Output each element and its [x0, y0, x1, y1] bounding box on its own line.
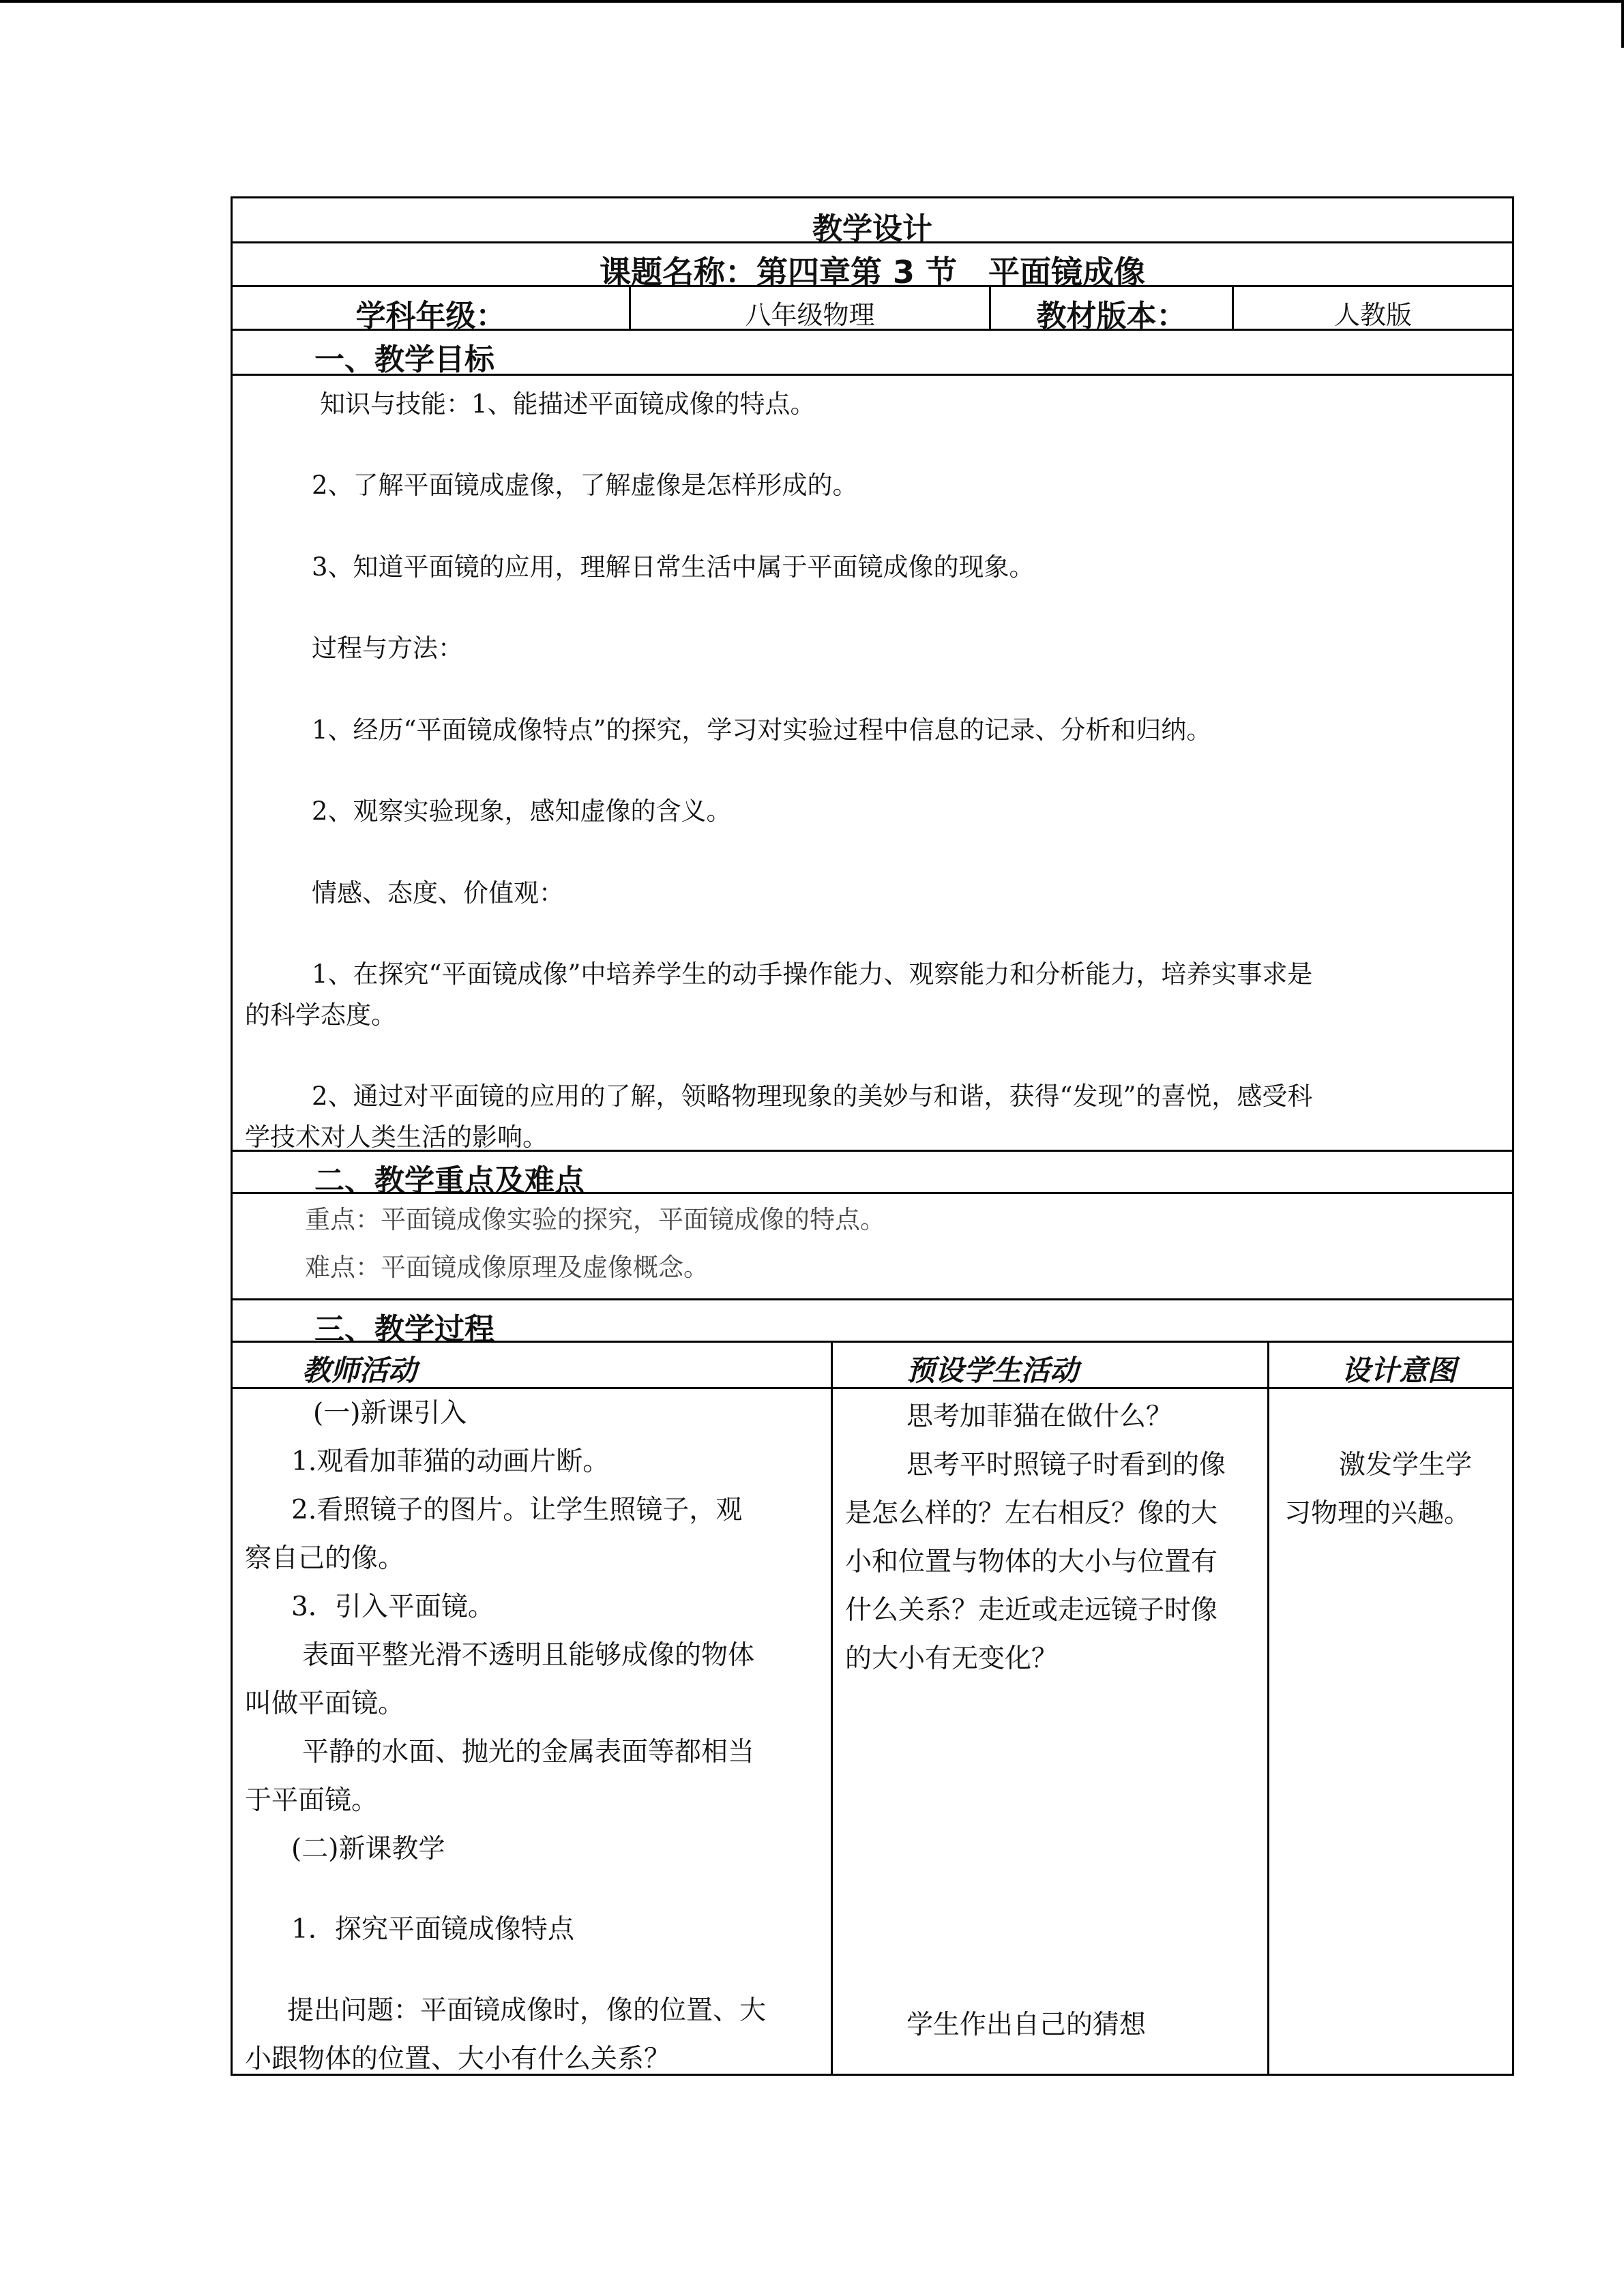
section2-heading: 二、教学重点及难点 [314, 1163, 585, 1198]
section3-heading-row [231, 1298, 1514, 1347]
subject-grade-label: 学科年级： [355, 299, 506, 333]
objective-line: 知识与技能：1、能描述平面镜成像的特点。 [320, 389, 816, 419]
teacher-line: (一)新课引入 [313, 1398, 467, 1429]
teacher-line: 1．探究平面镜成像特点 [291, 1914, 574, 1945]
objective-line: 的科学态度。 [245, 1000, 396, 1030]
teacher-column-header: 教师活动 [302, 1354, 417, 1387]
section3-heading: 三、教学过程 [314, 1312, 494, 1347]
student-activity-cell [833, 1389, 1269, 2074]
page-top-rule [0, 0, 1624, 3]
subject-grade-label-cell [233, 287, 631, 333]
section1-heading: 一、教学目标 [314, 342, 494, 377]
teacher-activity-cell [233, 1389, 833, 2074]
student-line: 学生作出自己的猜想 [906, 2010, 1147, 2040]
page-right-rule [1621, 0, 1624, 48]
student-line: 什么关系？走近或走远镜子时像 [845, 1595, 1218, 1626]
student-line: 思考加菲猫在做什么？ [906, 1401, 1173, 1432]
student-column-header: 预设学生活动 [906, 1354, 1079, 1387]
lesson-name-row [231, 241, 1514, 290]
student-line: 的大小有无变化？ [845, 1643, 1059, 1674]
teacher-line: 3．引入平面镜。 [291, 1592, 494, 1622]
student-column-header-cell [833, 1343, 1269, 1387]
student-line: 小和位置与物体的大小与位置有 [845, 1547, 1218, 1577]
key-point-text: 重点：平面镜成像实验的探究，平面镜成像的特点。 [305, 1205, 885, 1234]
teacher-line: 平静的水面、抛光的金属表面等都相当 [302, 1737, 755, 1768]
subject-grade-value-cell [631, 287, 991, 329]
section1-heading-row [231, 329, 1514, 377]
teacher-line: 叫做平面镜。 [245, 1688, 405, 1719]
objective-line: 2、观察实验现象，感知虚像的含义。 [312, 796, 732, 826]
objective-line: 1、经历“平面镜成像特点”的探究，学习对实验过程中信息的记录、分析和归纳。 [312, 715, 1212, 745]
objective-line: 情感、态度、价值观： [312, 878, 564, 908]
section2-body [231, 1192, 1514, 1298]
teacher-line: 提出问题：平面镜成像时，像的位置、大 [287, 1995, 767, 2026]
intent-column-header-cell [1269, 1343, 1512, 1387]
subject-grade-value: 八年级物理 [745, 300, 875, 330]
teacher-line: 于平面镜。 [245, 1785, 379, 1816]
lesson-name: 课题名称：第四章第 3 节 平面镜成像 [599, 254, 1146, 290]
textbook-label: 教材版本： [1036, 299, 1187, 333]
teacher-line: 察自己的像。 [245, 1543, 405, 1574]
teacher-column-header-cell [233, 1343, 833, 1387]
teacher-line: (二)新课教学 [291, 1834, 445, 1864]
objective-line: 学技术对人类生活的影响。 [245, 1122, 548, 1152]
teacher-line: 2.看照镜子的图片。让学生照镜子，观 [291, 1495, 743, 1525]
objective-line: 2、通过对平面镜的应用的了解，领略物理现象的美妙与和谐，获得“发现”的喜悦，感受科 [312, 1082, 1313, 1111]
section1-body [231, 374, 1514, 1150]
intent-line: 激发学生学 [1339, 1450, 1473, 1480]
section2-heading-row [231, 1150, 1514, 1198]
intent-line: 习物理的兴趣。 [1284, 1498, 1471, 1529]
objective-line: 3、知道平面镜的应用，理解日常生活中属于平面镜成像的现象。 [312, 552, 1035, 582]
objective-line: 过程与方法： [312, 633, 463, 663]
teacher-line: 小跟物体的位置、大小有什么关系？ [245, 2044, 671, 2074]
info-row [231, 285, 1514, 333]
process-body-row [231, 1387, 1514, 2076]
student-line: 思考平时照镜子时看到的像 [906, 1450, 1226, 1480]
document-title: 教学设计 [812, 211, 932, 246]
teacher-line: 表面平整光滑不透明且能够成像的物体 [302, 1640, 755, 1671]
textbook-value-cell [1234, 287, 1512, 329]
textbook-label-cell [991, 287, 1234, 333]
objective-line: 1、在探究“平面镜成像”中培养学生的动手操作能力、观察能力和分析能力，培养实事求是 [312, 959, 1313, 989]
textbook-value: 人教版 [1333, 300, 1412, 330]
title-row [231, 196, 1514, 246]
student-line: 是怎么样的？左右相反？像的大 [845, 1498, 1218, 1529]
objective-line: 2、了解平面镜成虚像，了解虚像是怎样形成的。 [312, 471, 858, 500]
process-header-row [231, 1341, 1514, 1387]
difficulty-text: 难点：平面镜成像原理及虚像概念。 [305, 1253, 709, 1282]
teacher-line: 1.观看加菲猫的动画片断。 [291, 1446, 610, 1477]
intent-column-header: 设计意图 [1342, 1354, 1457, 1387]
design-intent-cell [1269, 1389, 1512, 2074]
